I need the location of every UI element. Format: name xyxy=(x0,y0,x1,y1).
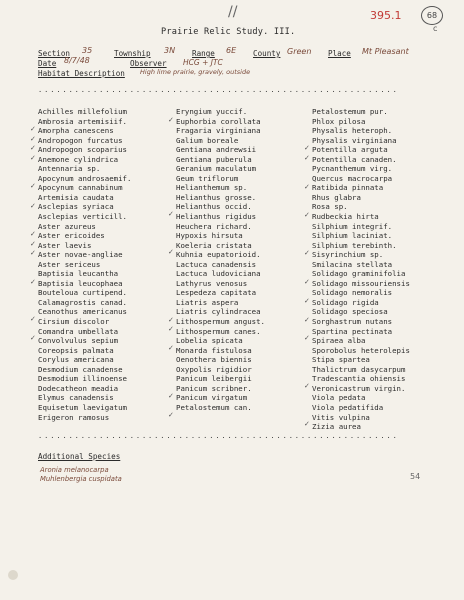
list-item: Artemisia caudata xyxy=(38,192,114,202)
list-item: Lactuca ludoviciana xyxy=(176,269,261,279)
list-item: Euphorbia corollata xyxy=(176,116,261,126)
check-mark-icon: ✓ xyxy=(304,382,310,390)
list-item: Aster laevis xyxy=(38,240,92,250)
list-item: Ceanothus americanus xyxy=(38,307,127,317)
list-item: Cirsium discolor xyxy=(38,317,110,327)
list-item: Baptisia leucantha xyxy=(38,269,119,279)
check-mark-icon: ✓ xyxy=(304,154,310,162)
check-mark-icon: ✓ xyxy=(30,249,36,257)
list-item: Bouteloua curtipend. xyxy=(38,288,127,298)
list-item: Apocynum androsaemif. xyxy=(38,173,132,183)
list-item: Spartina pectinata xyxy=(312,326,393,336)
list-item: Sisyrinchium sp. xyxy=(312,250,384,260)
list-item: Physalis heteroph. xyxy=(312,126,393,136)
list-item: Petalostemum can. xyxy=(176,402,252,412)
red-catalog-number: 395.1 xyxy=(370,9,402,22)
list-item: Andropogon furcatus xyxy=(38,135,123,145)
list-item: Andropogon scoparius xyxy=(38,145,127,155)
list-item: Anemone cylindrica xyxy=(38,154,119,164)
check-mark-icon: ✓ xyxy=(304,297,310,305)
list-item: Potentilla canaden. xyxy=(312,154,397,164)
list-item: Phlox pilosa xyxy=(312,116,366,126)
check-mark-icon: ✓ xyxy=(304,334,310,342)
list-item: Antennaria sp. xyxy=(38,164,101,174)
list-item: Asclepias verticill. xyxy=(38,212,127,222)
check-mark-icon: ✓ xyxy=(168,210,174,218)
list-item: Rudbeckia hirta xyxy=(312,212,379,222)
check-mark-icon: ✓ xyxy=(304,144,310,152)
list-item: Asclepias syriaca xyxy=(38,202,114,212)
list-item: Rosa sp. xyxy=(312,202,348,212)
check-mark-icon: ✓ xyxy=(30,135,36,143)
list-item: Thalictrum dasycarpum xyxy=(312,364,406,374)
list-item: Achilles millefolium xyxy=(38,107,127,116)
circled-number: 68 xyxy=(421,6,443,25)
list-item: Lithospermum canes. xyxy=(176,326,261,336)
range-value: 6E xyxy=(226,46,237,55)
list-item: Ambrosia artemisiif. xyxy=(38,116,127,126)
list-item: Lespedeza capitata xyxy=(176,288,257,298)
list-item: Physalis virginiana xyxy=(312,135,397,145)
additional-species-item: Muhlenbergia cuspidata xyxy=(40,475,122,483)
check-mark-icon: ✓ xyxy=(304,211,310,219)
section-value: 35 xyxy=(82,46,93,55)
list-item: Heuchera richard. xyxy=(176,221,252,231)
section-label: Section xyxy=(38,49,71,58)
list-item: Solidago rigida xyxy=(312,297,379,307)
list-item: Spiraea alba xyxy=(312,336,366,346)
check-mark-icon: ✓ xyxy=(168,316,174,324)
list-item: Kuhnia eupatorioid. xyxy=(176,250,261,260)
list-item: Hypoxis hirsuta xyxy=(176,231,243,241)
check-mark-icon: ✓ xyxy=(168,411,174,419)
place-value: Mt Pleasant xyxy=(362,47,409,56)
list-item: Lathyrus venosus xyxy=(176,278,248,288)
list-item: Comandra umbellata xyxy=(38,326,119,336)
list-item: Veronicastrum virgin. xyxy=(312,383,406,393)
list-item: Oenothera biennis xyxy=(176,355,252,365)
place-label: Place xyxy=(328,49,351,58)
list-item: Calamagrostis canad. xyxy=(38,297,127,307)
list-item: Amorpha canescens xyxy=(38,126,114,136)
list-item: Koeleria cristata xyxy=(176,240,252,250)
list-item: Silphium laciniat. xyxy=(312,231,393,241)
list-item: Potentilla arguta xyxy=(312,145,388,155)
check-mark-icon: ✓ xyxy=(30,315,36,323)
list-item: Smilacina stellata xyxy=(312,259,393,269)
township-value: 3N xyxy=(164,46,176,55)
list-item: Solidago nemoralis xyxy=(312,288,393,298)
list-item: Sorghastrum nutans xyxy=(312,317,393,327)
list-item: Gentiana puberula xyxy=(176,154,252,164)
list-item: Erigeron ramosus xyxy=(38,412,110,422)
check-mark-icon: ✓ xyxy=(168,392,174,400)
list-item: Lactuca canadensis xyxy=(176,259,257,269)
observer-value: HCG + JTC xyxy=(183,58,223,67)
punch-hole xyxy=(8,570,18,580)
list-item: Viola pedatifida xyxy=(312,402,384,412)
check-mark-icon: ✓ xyxy=(304,249,310,257)
check-mark-icon: ✓ xyxy=(30,240,36,248)
list-item: Ratibida pinnata xyxy=(312,183,384,193)
township-label: Township xyxy=(114,49,151,58)
list-item: Tradescantia ohiensis xyxy=(312,374,406,384)
list-item: Eryngium yuccif. xyxy=(176,107,248,116)
list-item: Corylus americana xyxy=(38,355,114,365)
list-item: Lithospermum angust. xyxy=(176,317,265,327)
check-mark-icon: ✓ xyxy=(30,182,36,190)
list-item: Helianthus rigidus xyxy=(176,212,257,222)
list-item: Quercus macrocarpa xyxy=(312,173,393,183)
county-value: Green xyxy=(287,47,312,56)
list-item: Liatris aspera xyxy=(176,297,239,307)
list-item: Solidago graminifolia xyxy=(312,269,406,279)
list-item: Zizia aurea xyxy=(312,422,361,432)
list-item: Coreopsis palmata xyxy=(38,345,114,355)
top-marks: // xyxy=(228,4,238,20)
habitat-label: Habitat Description xyxy=(38,69,125,78)
list-item: Aster ericoides xyxy=(38,231,105,241)
check-mark-icon: ✓ xyxy=(168,344,174,352)
check-mark-icon: ✓ xyxy=(168,116,174,124)
additional-species-label: Additional Species xyxy=(38,452,121,461)
check-mark-icon: ✓ xyxy=(304,420,310,428)
date-label: Date xyxy=(38,59,57,68)
list-item: Helianthus occid. xyxy=(176,202,252,212)
check-mark-icon: ✓ xyxy=(30,202,36,210)
check-mark-icon: ✓ xyxy=(30,144,36,152)
additional-species-item: Aronia melanocarpa xyxy=(40,466,109,474)
observer-label: Observer xyxy=(130,59,167,68)
list-item: Galium boreale xyxy=(176,135,239,145)
habitat-value: High lime prairie, gravely, outside xyxy=(140,68,251,76)
check-mark-icon: ✓ xyxy=(168,325,174,333)
list-item: Panicum virgatum xyxy=(176,393,248,403)
list-item: Stipa spartea xyxy=(312,355,370,365)
species-column-1 xyxy=(38,107,131,422)
list-item: Solidago speciosa xyxy=(312,307,388,317)
list-item: Pycnanthemum virg. xyxy=(312,164,393,174)
list-item: Aster sericeus xyxy=(38,259,101,269)
check-mark-icon: ✓ xyxy=(304,278,310,286)
list-item: Lobelia spicata xyxy=(176,336,243,346)
species-column-2 xyxy=(176,107,265,413)
list-item: Desmodium illinoense xyxy=(38,374,127,384)
list-item: Sporobolus heterolepis xyxy=(312,345,410,355)
check-mark-icon: ✓ xyxy=(30,125,36,133)
list-item: Geum triflorum xyxy=(176,173,239,183)
list-item: Convolvulus sepium xyxy=(38,336,119,346)
date-value: 8/7/48 xyxy=(64,56,90,65)
list-item: Equisetum laevigatum xyxy=(38,402,127,412)
county-label: County xyxy=(253,49,281,58)
list-item: Rhus glabra xyxy=(312,192,361,202)
list-item: Aster novae-angliae xyxy=(38,250,123,260)
list-item: Dodecatheon meadia xyxy=(38,383,119,393)
check-mark-icon: ✓ xyxy=(30,154,36,162)
list-item: Oxypolis rigidior xyxy=(176,364,252,374)
check-mark-icon: ✓ xyxy=(168,248,174,256)
list-item: Gentiana andrewsii xyxy=(176,145,257,155)
list-item: Helianthemum sp. xyxy=(176,183,248,193)
species-column-3 xyxy=(312,107,410,432)
circled-subscript: c xyxy=(433,24,438,33)
page-title: Prairie Relic Study. III. xyxy=(161,27,296,37)
list-item: Apocynum cannabinum xyxy=(38,183,123,193)
list-item: Desmodium canadense xyxy=(38,364,123,374)
page-number: 54 xyxy=(410,472,421,481)
list-item: Viola pedata xyxy=(312,393,366,403)
list-item: Elymus canadensis xyxy=(38,393,114,403)
list-item: Aster azureus xyxy=(38,221,96,231)
list-item: Fragaria virginiana xyxy=(176,126,261,136)
list-item: Liatris cylindracea xyxy=(176,307,261,317)
list-item: Helianthus grosse. xyxy=(176,192,257,202)
check-mark-icon: ✓ xyxy=(30,230,36,238)
check-mark-icon: ✓ xyxy=(30,278,36,286)
check-mark-icon: ✓ xyxy=(304,183,310,191)
check-mark-icon: ✓ xyxy=(30,334,36,342)
list-item: Geranium maculatum xyxy=(176,164,257,174)
check-mark-icon: ✓ xyxy=(304,316,310,324)
dotted-separator-top: ........................................................... xyxy=(38,86,399,94)
list-item: Silphium integrif. xyxy=(312,221,393,231)
list-item: Baptisia leucophaea xyxy=(38,278,123,288)
range-label: Range xyxy=(192,49,215,58)
list-item: Petalostemum pur. xyxy=(312,107,388,116)
list-item: Silphium terebinth. xyxy=(312,240,397,250)
dotted-separator-bottom: ........................................................... xyxy=(38,432,399,440)
list-item: Panicum scribner. xyxy=(176,383,252,393)
list-item: Solidago missouriensis xyxy=(312,278,410,288)
list-item: Monarda fistulosa xyxy=(176,345,252,355)
list-item: Vitis vulpina xyxy=(312,412,370,422)
list-item: Panicum leibergii xyxy=(176,374,252,384)
